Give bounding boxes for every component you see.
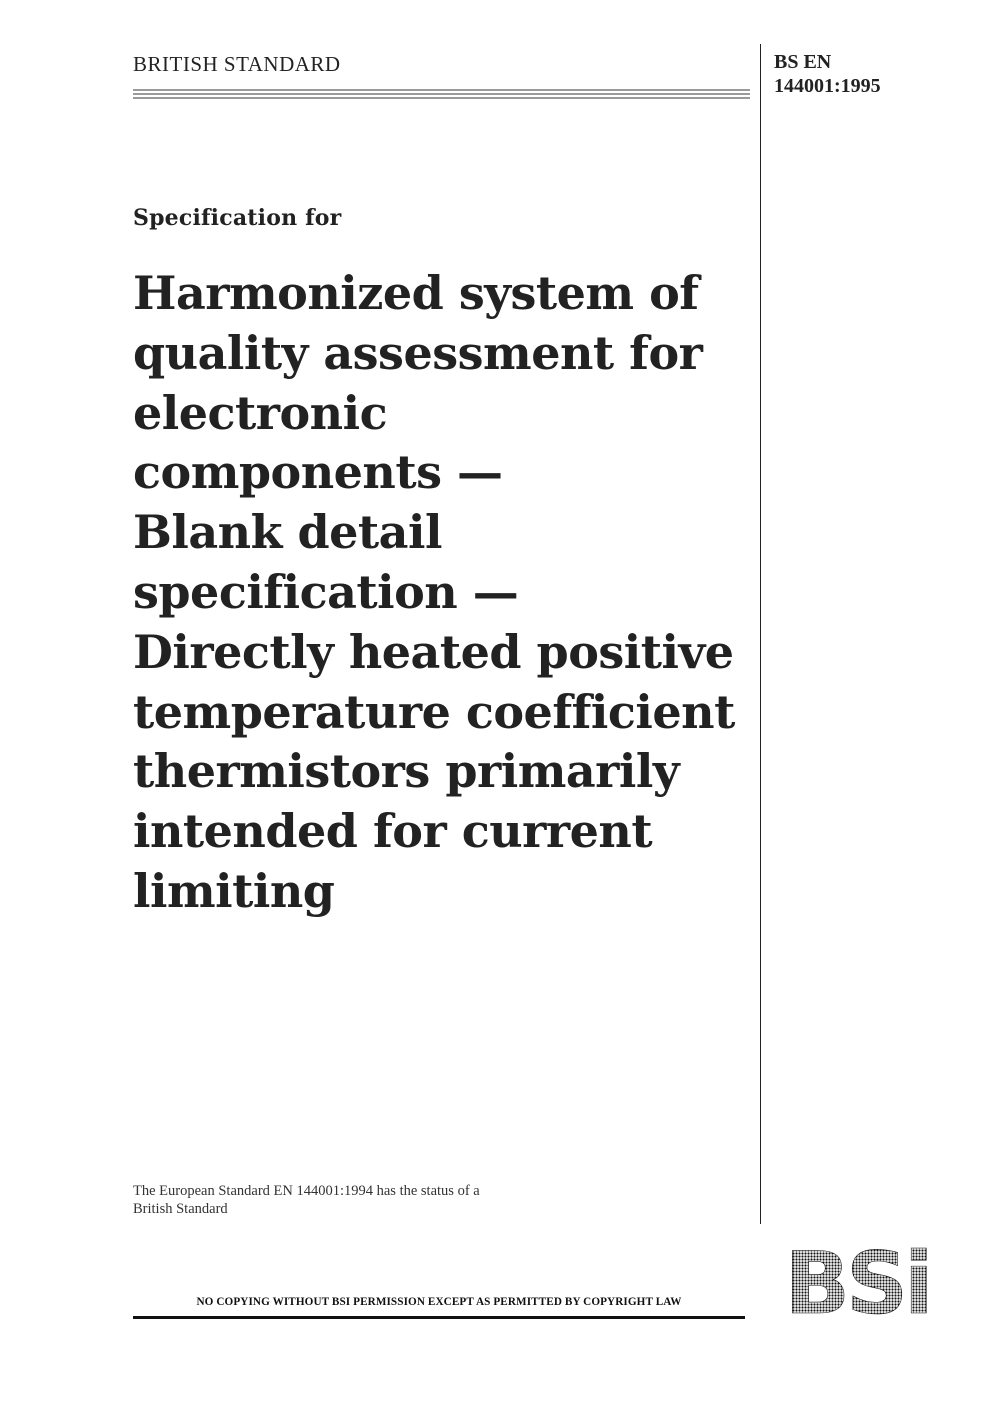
- title-line: thermistors primarily: [133, 744, 680, 799]
- title-line: quality assessment for: [133, 325, 703, 380]
- title-line: specification —: [133, 564, 519, 619]
- title-line: Blank detail: [133, 505, 442, 560]
- standard-number: [774, 50, 881, 98]
- title-line: components —: [133, 445, 503, 500]
- status-note: [133, 1182, 653, 1218]
- bsi-logo-text: BSi: [784, 1243, 930, 1318]
- footer-rule: [133, 1316, 745, 1319]
- status-note-line: The European Standard EN 144001:1994 has the status of a: [133, 1183, 480, 1199]
- header-rule-top: [133, 89, 750, 91]
- header-rule-middle: [133, 93, 750, 95]
- title-line: intended for current: [133, 804, 653, 859]
- vertical-divider: [760, 44, 761, 1224]
- bsi-logo: [768, 1243, 946, 1318]
- title-line: limiting: [133, 863, 335, 918]
- title-line: temperature coefficient: [133, 684, 735, 739]
- standard-number-code: 144001:1995: [774, 75, 881, 97]
- title-line: electronic: [133, 385, 388, 440]
- document-title: [133, 264, 758, 922]
- title-line: Directly heated positive: [133, 624, 734, 679]
- status-note-line: British Standard: [133, 1201, 228, 1217]
- title-line: Harmonized system of: [133, 266, 699, 320]
- series-label: BRITISH STANDARD: [133, 52, 341, 76]
- header-rule-bottom: [133, 97, 750, 99]
- document-subtitle: Specification for: [133, 205, 342, 231]
- standard-number-prefix: BS EN: [774, 51, 832, 73]
- copyright-notice: NO COPYING WITHOUT BSI PERMISSION EXCEPT AS PERMITTED BY COPYRIGHT LAW: [196, 1296, 682, 1308]
